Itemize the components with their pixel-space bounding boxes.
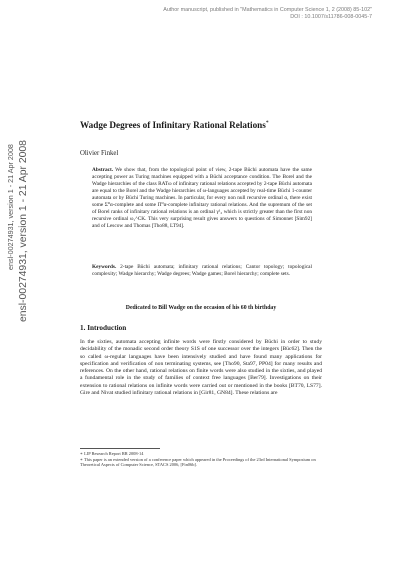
doi-line: DOI : 10.1007/s11786-008-0045-7 (290, 13, 372, 20)
dedication: Dedicated to Bill Wadge on the occasion of his 60 th birthday (125, 305, 277, 311)
introduction-paragraph: In the sixties, automata accepting infinite words were firstly considered by Büchi in order to study decidability of the monadic second order theory S1S of one successor over the integers [Büc62]. Then the so called ω-regular languages have been intensively studied and have found many applications for specification and verification of non terminating systems, see [Tho90, Sta97, PP04] for many results and references. On the other hand, rational relations on finite words were also studied in the sixties, and played a fundamental role in the study of families of context free languages [Ber79]. Investigations on their extension to rational relations on infinite words were carried out or mentioned in the books [BT70, LS77]. Gire and Nivat studied infinitary rational relations in [Gir81, GN84]. These relations are (80, 339, 322, 397)
author-name: Olivier Finkel (80, 150, 119, 157)
publication-line: Author manuscript, published in "Mathematics in Computer Science 1, 2 (2008) 85-102" (163, 7, 372, 13)
section-heading: 1. Introduction (80, 324, 127, 332)
side-identifier-small: ensl-00274931, version 1 - 21 Apr 2008 (6, 144, 15, 270)
title-footnote-mark: * (265, 120, 269, 126)
publication-note (72, 7, 372, 20)
side-identifier-large: ensl-00274931, version 1 - 21 Apr 2008 (18, 140, 29, 322)
abstract (92, 167, 312, 230)
footnote-report: ∗ LIP Research Report RR 2008-14 (80, 451, 144, 456)
keywords-text: 2-tape Büchi automata; infinitary rational relations; Cantor topology; topological complexity; Wadge hierarchy; Wadge degrees; Wadge games; Borel hierarchy; complete sets. (92, 264, 312, 277)
footnote-extended-version: ∗ This paper is an extended version of a conference paper which appeared in the Proceedings of the 23rd International Symposium on Theoretical Aspects of Computer Science, STACS 2006, [Fin06b]. (80, 456, 316, 468)
keywords (92, 264, 312, 278)
abstract-label: Abstract. (92, 167, 114, 173)
footnotes (80, 451, 322, 468)
paper-title (80, 118, 322, 131)
footnote-rule (80, 448, 160, 449)
paper-title-text: Wadge Degrees of Infinitary Rational Relations (80, 120, 266, 131)
keywords-label: Keywords. (92, 264, 117, 270)
abstract-text: We show that, from the topological point of view, 2-tape Büchi automata have the same accepting power as Turing machines equipped with a Büchi acceptance condition. The Borel and the Wadge hierarchies of the class RATω of infinitary rational relations accepted by 2-tape Büchi automata are equal to the Borel and the Wadge hierarchies of ω-languages accepted by real-time Büchi 1-counter automata or by Büchi Turing machines. In particular, for every non null recursive ordinal α, there exist some Σ⁰α-complete and some Π⁰α-complete infinitary rational relations. And the supremum of the set of Borel ranks of infinitary rational relations is an ordinal γ¹₂ which is strictly greater than the first non recursive ordinal ω₁^CK. This very surprising result gives answers to questions of Simonnet [Sim92] and of Lescow and Thomas [Tho88, LT94]. (92, 167, 312, 229)
